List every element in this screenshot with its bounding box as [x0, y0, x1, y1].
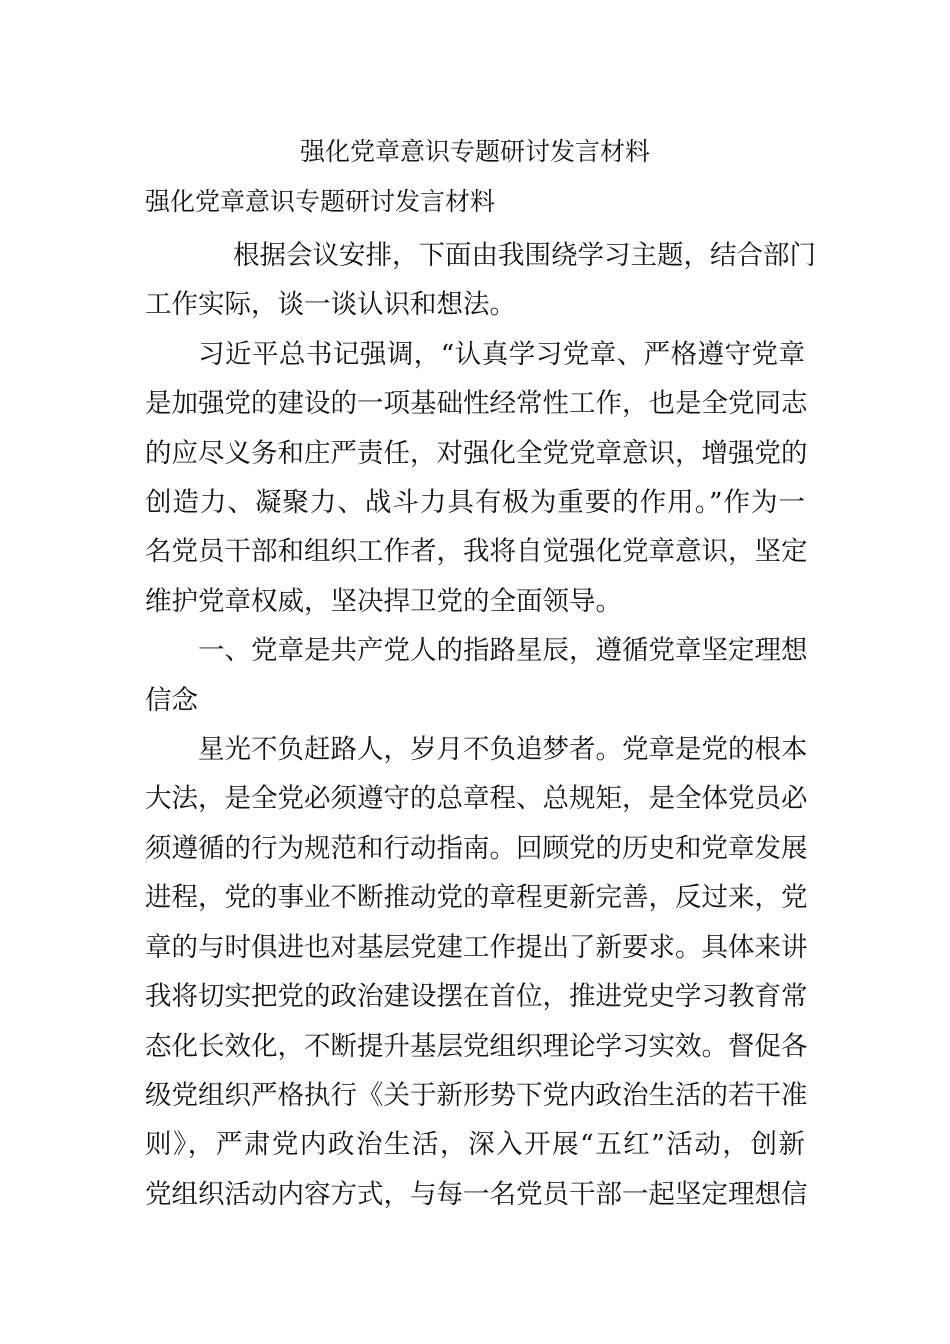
paragraph-line: 我将切实把党的政治建设摆在首位，推进党史学习教育常 [145, 981, 808, 1013]
document-body [145, 231, 816, 1219]
paragraph-line: 大法，是全党必须遵守的总章程、总规矩，是全体党员必 [145, 783, 808, 815]
paragraph-line: 根据会议安排，下面由我围绕学习主题，结合部门 [233, 240, 816, 271]
paragraph-line: 工作实际，谈一谈认识和想法。 [145, 289, 516, 321]
heading-line: 信念 [145, 684, 198, 716]
paragraph-line: 章的与时俱进也对基层党建工作提出了新要求。具体来讲 [145, 931, 808, 963]
document-title: 强化党章意识专题研讨发言材料 [299, 137, 650, 166]
paragraph-line: 习近平总书记强调，“认真学习党章、严格遵守党章 [198, 338, 805, 370]
section-heading-1 [145, 626, 808, 725]
paragraph-intro [145, 231, 816, 330]
paragraph-quote [145, 330, 808, 626]
paragraph-line: 进程，党的事业不断推动党的章程更新完善，反过来，党 [145, 882, 808, 914]
paragraph-line: 须遵循的行为规范和行动指南。回顾党的历史和党章发展 [145, 832, 808, 864]
paragraph-line: 态化长效化，不断提升基层党组织理论学习实效。督促各 [145, 1030, 808, 1062]
paragraph-line: 级党组织严格执行《关于新形势下党内政治生活的若干准 [145, 1079, 808, 1111]
paragraph-line: 则》，严肃党内政治生活，深入开展“五红”活动，创新 [145, 1129, 805, 1161]
paragraph-line: 是加强党的建设的一项基础性经常性工作，也是全党同志 [145, 388, 808, 420]
heading-line: 一、党章是共产党人的指路星辰，遵循党章坚定理想 [198, 635, 808, 667]
paragraph-line: 的应尽义务和庄严责任，对强化全党党章意识，增强党的 [145, 437, 808, 469]
paragraph-line: 维护党章权威，坚决捍卫党的全面领导。 [145, 585, 622, 617]
paragraph-line: 名党员干部和组织工作者，我将自觉强化党章意识，坚定 [145, 536, 808, 568]
paragraph-line: 党组织活动内容方式，与每一名党员干部一起坚定理想信 [145, 1178, 808, 1210]
paragraph-section-1 [145, 725, 808, 1219]
paragraph-line: 星光不负赶路人，岁月不负追梦者。党章是党的根本 [198, 734, 808, 766]
paragraph-line: 创造力、凝聚力、战斗力具有极为重要的作用。”作为一 [145, 487, 805, 519]
document-subtitle: 强化党章意识专题研讨发言材料 [145, 187, 496, 216]
